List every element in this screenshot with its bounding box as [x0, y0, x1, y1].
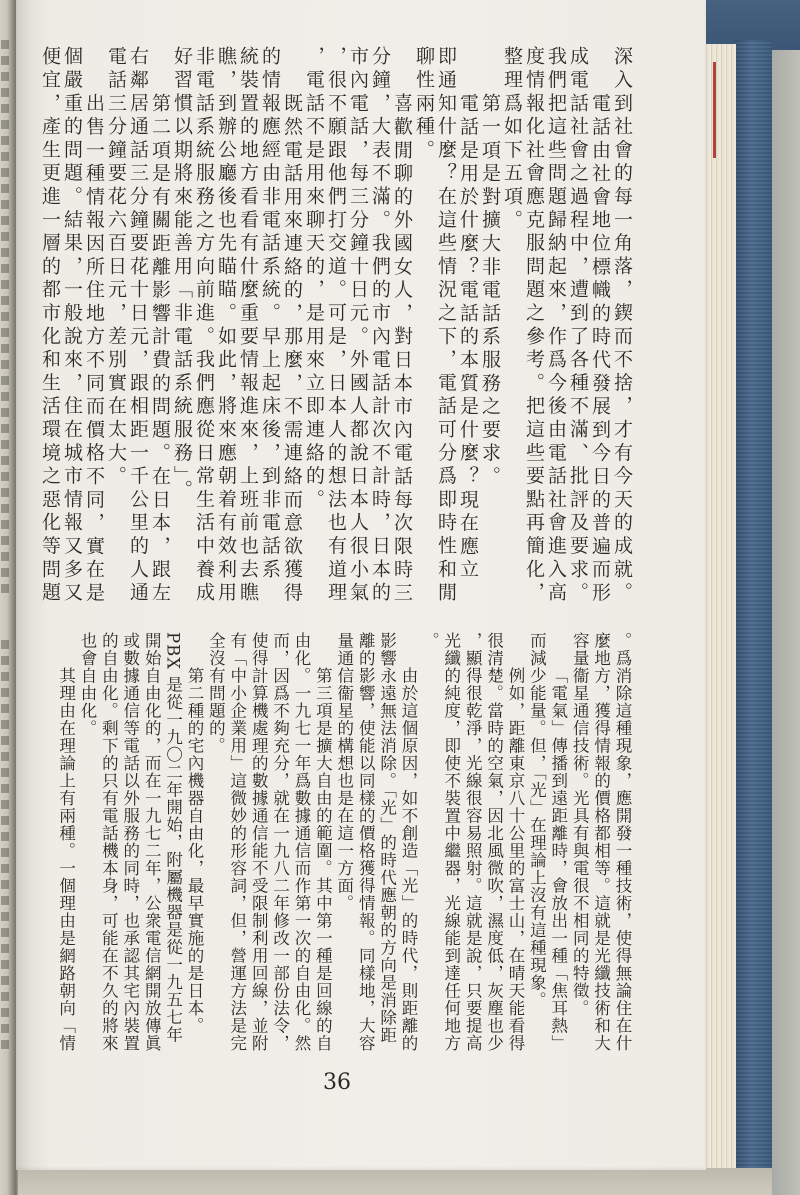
- text-column: 右鄰居通話三分鐘要花十日元，跟相距一千公里的人通: [127, 46, 149, 606]
- text-column: 整理爲如下五項。: [501, 46, 523, 233]
- text-column: 的情報應經由非電話系統。早上起床後，到非電話系: [259, 46, 281, 582]
- text-column: 瞧，到辦公廳後也先瞄瞄。如此，將來應朝着有效利用: [215, 46, 237, 606]
- text-column: ，電話不是用來聊天的，是用來立即連絡的。: [303, 46, 325, 512]
- text-column: ，很不願跟他們打交道。可是，日本人的想法也有道理: [325, 46, 347, 606]
- text-column: 光纖的純度，即使不裝置中繼器，光線能到達任何地方: [441, 632, 461, 1052]
- text-column: 第三項是擴大自由的範圍。其中第一種是回線的自: [313, 667, 333, 1052]
- text-column: 而，因爲不夠充分，就在一九八二年修改一部份法令，: [270, 632, 290, 1052]
- text-column: 麼地方，獲得情報的價格都相等。這就是光纖技術和大: [591, 632, 611, 1052]
- text-column: PBX 是從一九〇二年開始，附屬機器是從一九五七年: [163, 632, 183, 1044]
- text-column: 有「中小企業用」這微妙的形容詞，但，營運方法是完: [227, 632, 247, 1052]
- text-column: 統裝置的地方看看有什麼重要情報進來，上班前也去瞧: [237, 46, 259, 606]
- text-column: 全沒有問題的。: [206, 632, 226, 755]
- text-column: 影響永遠無法消除。「光」的時代應朝的方向是消除距: [377, 632, 397, 1044]
- text-column: 成電話社會之過程中，遭到了各種不滿、批評及要求。: [567, 46, 589, 606]
- text-column: 分鐘，大表不滿。我們的市內電話計次不計時，日本的: [369, 46, 391, 606]
- text-column: 的自由化。剩下的只有電話機本身，可能在不久的將來: [99, 632, 119, 1052]
- text-column: 市內電話，每三分鐘十日元。外國人都說日本人很小氣: [347, 46, 369, 606]
- text-column: 第二項是有關距離影響計費的問題。在日本，跟左: [149, 93, 171, 606]
- text-column: 例如，距離東京八十公里的富士山，在晴天能看得: [506, 667, 525, 1052]
- text-column: 量通信衞星的構想也是在這一方面。: [334, 632, 354, 912]
- text-column: ，顯得很乾淨，光線很容易照射。這就是說，只要提高: [463, 632, 483, 1052]
- text-column: 深入到社會的每一角落，鍥而不捨，才有今天的成就。: [611, 46, 633, 606]
- text-column: 開始自由化的，而在一九七二年，公衆電信網開放傳眞: [142, 632, 162, 1052]
- text-column: 「電氣」傳播到遠距離時，會放出一種「焦耳熱」: [548, 667, 568, 1052]
- text-column: 聊性兩種。: [413, 46, 435, 163]
- text-column: 即通知什麼？在這些情況之下，電話可分爲即時性和閒: [435, 46, 457, 606]
- text-column: 度情報化社會應克服問題之參考。把這些要點再簡化，: [523, 46, 545, 606]
- text-column: 好習慣以期將來能善用「非電話系統服務」。: [171, 46, 193, 503]
- text-column: 個嚴重的問題。結果，一般說來，住在城市情報又多又: [61, 46, 83, 606]
- page-number: 36: [323, 1070, 351, 1095]
- text-column: 電話是用於什麼？電話的本質是什麼？現在應立: [457, 93, 479, 583]
- text-column: 或數據通信等電話以外服務的同時，也承認其宅內裝置: [120, 632, 140, 1052]
- text-column: 由化。一九七一年爲數據通信而作第一次的自由化。然: [292, 632, 311, 1052]
- text-column: 第二種的宅內機器自由化，最早實施的是日本。: [185, 667, 204, 1035]
- text-column: 便宜，產生更進一層的都市化和生活環境之惡化等問題: [39, 46, 61, 606]
- text-column: 也會自由化。: [78, 632, 97, 737]
- text-column: 電話由社會地位標幟的時代發展到今日的普遍而形: [589, 93, 611, 606]
- text-column: 第一項是對擴大非電話系服務之要求。: [479, 93, 501, 490]
- text-column: 由於這個原因，如不創造「光」的時代，則距離的: [399, 667, 418, 1052]
- text-column: 離的影響，使能以同樣的價格獲得情報。同樣地，大容: [356, 632, 376, 1052]
- text-column: 出售一種情報因所住地方不同而價格不同，實在是: [83, 93, 105, 606]
- text-column: 非電話系統服務之方向前進。我們應從日常生活中養成: [193, 46, 215, 606]
- text-column: 喜歡閒聊的外國女人，對日本市內電話每次限時三: [391, 93, 413, 606]
- text-column: 很清楚。當時的空氣，因北風微吹，濕度低，灰塵也少: [484, 632, 504, 1052]
- text-column: 既然電話用來連絡的，那麼，不需連絡而意欲獲得: [281, 93, 303, 606]
- text-column: 而減少能量。但，「光」在理論上沒有這種現象。: [527, 632, 547, 1009]
- text-column: 我們把這些問題歸納起來，作爲今後由電話社會進入高: [545, 46, 567, 606]
- text-column: 容量衞星通信技術。光具有與電很不相同的特徵。: [570, 632, 590, 1017]
- text-column: 其理由在理論上有兩種。一個理由是網路朝向「情: [56, 667, 76, 1052]
- text-column: 電話三分鐘要花六百日元，差別實在太大。: [105, 46, 127, 489]
- text-column: 使得計算機處理的數據通信能不受限制利用回線，並附: [249, 632, 269, 1052]
- text-column: 。爲消除這種現象，應開發一種技術，使得無論住在什: [613, 632, 632, 1052]
- text-column: 。: [420, 632, 440, 650]
